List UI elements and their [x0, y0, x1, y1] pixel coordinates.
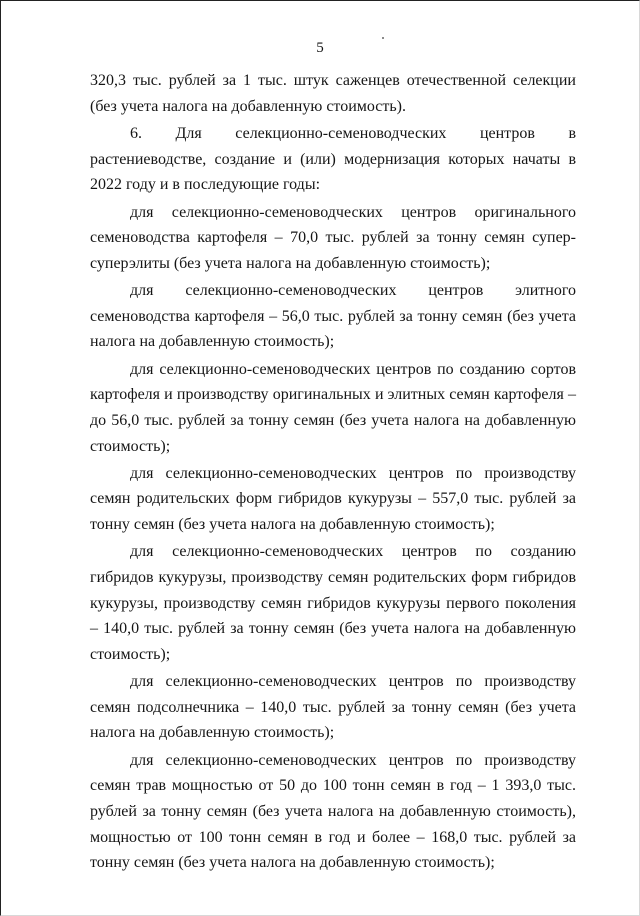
paragraph-continuation: 320,3 тыс. рублей за 1 тыс. штук саженцев отечественной селекции (без учета налога на добавленную стоимость).	[90, 72, 576, 115]
paragraph-sunflower: для селекционно-семеноводческих центров по производству семян подсолнечника – 140,0 тыс. рублей за тонну семян (без учета налога на добавленную стоимость);	[90, 673, 576, 742]
paragraph-corn-hybrids: для селекционно-семеноводческих центров по созданию гибридов кукурузы, производству семян родительских форм гибридов кукурузы, производству семян гибридов кукурузы первого поколения – 140,0 тыс. рублей за тонну семян (без учета налога на добавленную стоимость);	[90, 543, 576, 663]
paragraph-item-6: 6. Для селекционно-семеноводческих центров в растениеводстве, создание и (или) модернизация которых начаты в 2022 году и в последующие годы:	[90, 124, 576, 194]
paragraph-potato-elite-seed: для селекционно-семеноводческих центров элитного семеноводства картофеля – 56,0 тыс. рублей за тонну семян (без учета налога на добавленную стоимость);	[90, 282, 576, 351]
document-body	[90, 68, 576, 876]
paragraph-potato-original-seed: для селекционно-семеноводческих центров оригинального семеноводства картофеля – 70,0 тыс. рублей за тонну семян супер-суперэлиты (без учета налога на добавленную стоимость);	[90, 203, 576, 272]
scan-speck	[382, 37, 384, 39]
paragraph-grass-seed: для селекционно-семеноводческих центров по производству семян трав мощностью от 50 до 100 тонн семян в год – 1 393,0 тыс. рублей за тонну семян (без учета налога на добавленную стоимость), мощностью от 100 тонн семян в год и более – 168,0 тыс. рублей за тонну семян (без учета налога на добавленную стоимость);	[90, 751, 576, 872]
paragraph-potato-varieties: для селекционно-семеноводческих центров по созданию сортов картофеля и производству оригинальных и элитных семян картофеля – до 56,0 тыс. рублей за тонну семян (без учета налога на добавленную стоимость);	[90, 360, 576, 455]
paragraph-corn-parent-forms: для селекционно-семеноводческих центров по производству семян родительских форм гибридов кукурузы – 557,0 тыс. рублей за тонну семян (без учета налога на добавленную стоимость);	[90, 464, 576, 534]
page-number: 5	[316, 40, 324, 56]
